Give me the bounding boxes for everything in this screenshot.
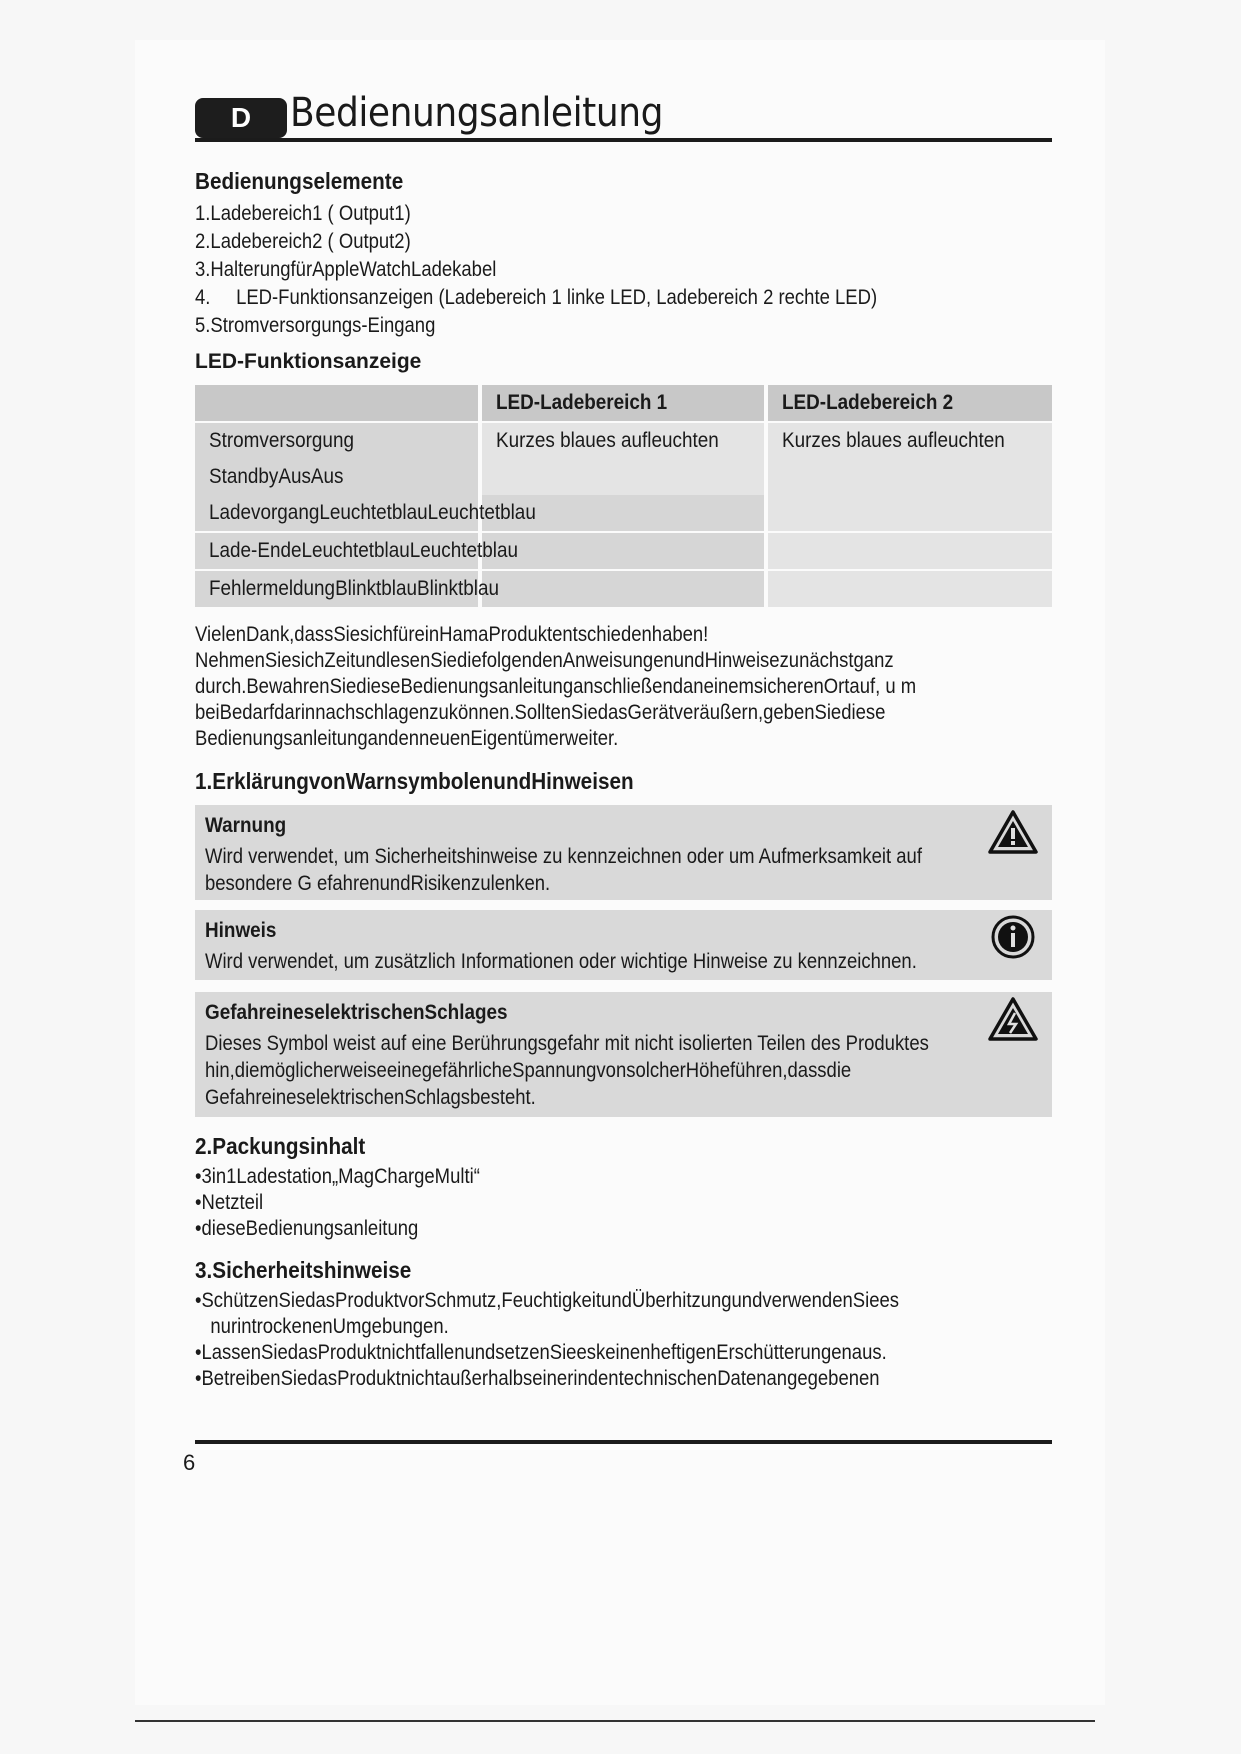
list-item: nurintrockenenUmgebungen. bbox=[195, 1315, 449, 1338]
list-item: 2.Ladebereich2 ( Output2) bbox=[195, 230, 411, 253]
header-rule bbox=[195, 138, 1052, 142]
shock-box bbox=[195, 992, 1052, 1117]
intro-paragraph bbox=[195, 622, 1015, 752]
table-row bbox=[195, 459, 1052, 495]
info-icon bbox=[988, 914, 1038, 960]
table-row bbox=[195, 533, 1052, 569]
list-item: •BetreibenSiedasProduktnichtaußerhalbseinerindentechnischenDatenangegebenen bbox=[195, 1367, 880, 1390]
table-cell: Kurzes blaues aufleuchten bbox=[768, 423, 1052, 459]
document-title: Bedienungsanleitung bbox=[290, 90, 663, 136]
table-cell bbox=[768, 533, 1052, 569]
paragraph-line: NehmenSiesichZeitundlesenSiediefolgendenAnweisungenundHinweisezunächstganz bbox=[195, 649, 894, 672]
paragraph-line: BedienungsanleitungandenneuenEigentümerweiter. bbox=[195, 727, 619, 750]
language-badge: D bbox=[195, 98, 287, 138]
table-cell bbox=[482, 459, 764, 495]
page-header bbox=[195, 92, 1052, 152]
scan-edge-line bbox=[135, 1720, 1095, 1722]
package-contents-list bbox=[195, 1164, 519, 1242]
section3-heading: 3.Sicherheitshinweise bbox=[195, 1257, 412, 1283]
table-row bbox=[195, 423, 1052, 459]
table-row bbox=[195, 495, 1052, 531]
list-item: 4. LED-Funktionsanzeigen (Ladebereich 1 linke LED, Ladebereich 2 rechte LED) bbox=[195, 286, 878, 309]
page-number: 6 bbox=[183, 1450, 196, 1475]
table-cell bbox=[768, 459, 1052, 495]
table-cell bbox=[482, 571, 764, 607]
hint-title: Hinweis bbox=[205, 919, 277, 942]
table-header-row bbox=[195, 385, 1052, 421]
table-cell: StandbyAusAus bbox=[195, 459, 478, 495]
table-cell: Lade-EndeLeuchtetblauLeuchtetblau bbox=[195, 533, 478, 569]
table-cell: LadevorgangLeuchtetblauLeuchtetblau bbox=[195, 495, 478, 531]
table-header-cell bbox=[195, 385, 478, 421]
led-heading: LED-Funktionsanzeige bbox=[195, 350, 422, 373]
shock-text bbox=[205, 1030, 1042, 1111]
text-line: Dieses Symbol weist auf eine Berührungsgefahr mit nicht isolierten Teilen des Produktes bbox=[205, 1032, 929, 1055]
list-item: •Netzteil bbox=[195, 1191, 264, 1214]
text-line: GefahreineselektrischenSchlagsbesteht. bbox=[205, 1086, 536, 1109]
hint-text bbox=[205, 948, 1042, 975]
controls-heading: Bedienungselemente bbox=[195, 168, 404, 194]
paragraph-line: beiBedarfdarinnachschlagenzukönnen.SolltenSiedasGerätveräußern,gebenSiediese bbox=[195, 701, 886, 724]
warning-title: Warnung bbox=[205, 814, 287, 837]
shock-title: GefahreineselektrischenSchlages bbox=[205, 1001, 508, 1024]
text-line: Wird verwendet, um zusätzlich Informationen oder wichtige Hinweise zu kennzeichnen. bbox=[205, 950, 917, 973]
list-item: 1.Ladebereich1 ( Output1) bbox=[195, 202, 411, 225]
electric-shock-icon bbox=[988, 996, 1038, 1042]
list-item: 3.HalterungfürAppleWatchLadekabel bbox=[195, 258, 497, 281]
hint-box bbox=[195, 910, 1052, 980]
list-item: •3in1Ladestation„MagChargeMulti“ bbox=[195, 1165, 480, 1188]
paragraph-line: VielenDank,dassSiesichfüreinHamaProduktentschiedenhaben! bbox=[195, 623, 709, 646]
table-cell: Stromversorgung bbox=[195, 423, 478, 459]
list-item: •dieseBedienungsanleitung bbox=[195, 1217, 419, 1240]
controls-list bbox=[195, 200, 970, 340]
table-cell bbox=[768, 571, 1052, 607]
document-page bbox=[135, 40, 1105, 1705]
table-cell: FehlermeldungBlinktblauBlinktblau bbox=[195, 571, 478, 607]
list-item: •LassenSiedasProduktnichtfallenundsetzenSieeskeinenheftigenErschütterungenaus. bbox=[195, 1341, 887, 1364]
warning-text bbox=[205, 843, 1042, 897]
warning-triangle-icon bbox=[988, 809, 1038, 855]
safety-list bbox=[195, 1288, 995, 1392]
table-header-cell: LED-Ladebereich 1 bbox=[482, 385, 764, 421]
table-cell bbox=[768, 495, 1052, 531]
table-header-cell: LED-Ladebereich 2 bbox=[768, 385, 1052, 421]
warning-box bbox=[195, 805, 1052, 900]
footer-rule bbox=[195, 1440, 1052, 1444]
text-line: besondere G efahrenundRisikenzulenken. bbox=[205, 872, 551, 895]
section1-heading: 1.ErklärungvonWarnsymbolenundHinweisen bbox=[195, 768, 634, 794]
list-item: 5.Stromversorgungs-Eingang bbox=[195, 314, 436, 337]
table-cell bbox=[482, 533, 764, 569]
table-cell: Kurzes blaues aufleuchten bbox=[482, 423, 764, 459]
text-line: hin,diemöglicherweiseeinegefährlicheSpannungvonsolcherHöheführen,dassdie bbox=[205, 1059, 852, 1082]
table-row bbox=[195, 571, 1052, 607]
paragraph-line: durch.BewahrenSiedieseBedienungsanleitunganschließendaneinemsicherenOrtauf, u m bbox=[195, 675, 917, 698]
section2-heading: 2.Packungsinhalt bbox=[195, 1133, 366, 1159]
text-line: Wird verwendet, um Sicherheitshinweise zu kennzeichnen oder um Aufmerksamkeit auf bbox=[205, 845, 922, 868]
list-item: •SchützenSiedasProduktvorSchmutz,FeuchtigkeitundÜberhitzungundverwendenSiees bbox=[195, 1289, 899, 1312]
